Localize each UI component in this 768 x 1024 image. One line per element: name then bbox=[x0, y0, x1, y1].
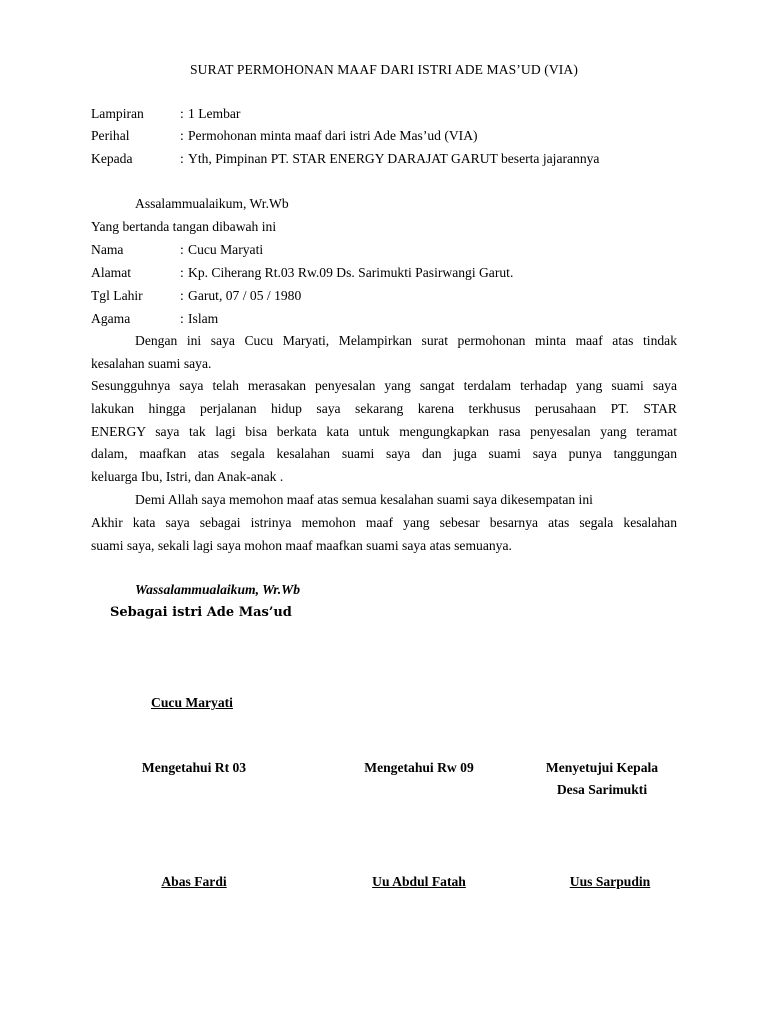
paragraph-1 bbox=[91, 330, 677, 376]
paragraph-4-line-2: suami saya, sekali lagi saya mohon maaf maafkan suami saya atas semuanya. bbox=[91, 537, 512, 553]
field-label: Kepada bbox=[91, 151, 133, 166]
greeting: Assalammualaikum, Wr.Wb bbox=[135, 196, 289, 211]
paragraph-2-line-2: lakukan hingga perjalanan hidup saya sekarang karena terkhusus perusahaan PT. STAR bbox=[91, 400, 677, 416]
field-label: Nama bbox=[91, 242, 124, 257]
paragraph-1-line-2: kesalahan suami saya. bbox=[91, 355, 212, 371]
paragraph-4 bbox=[91, 512, 677, 558]
field-value: Garut, 07 / 05 / 1980 bbox=[188, 288, 302, 303]
witness-kades-title-1: Menyetujui Kepala bbox=[545, 760, 659, 775]
closing-salutation: Wassalammualaikum, Wr.Wb bbox=[135, 582, 301, 597]
witness-rt-name: Abas Fardi bbox=[161, 874, 227, 889]
witness-kades-title-2: Desa Sarimukti bbox=[556, 782, 648, 797]
paragraph-3-text: Demi Allah saya memohon maaf atas semua kesalahan suami saya dikesempatan ini bbox=[135, 492, 593, 507]
field-kepada: Kepada : Yth, Pimpinan PT. STAR ENERGY DARAJAT GARUT beserta jajarannya bbox=[91, 151, 600, 166]
identity-agama: Agama : Islam bbox=[91, 311, 219, 326]
paragraph-4-line-1: Akhir kata saya sebagai istrinya memohon maaf yang sebesar besarnya atas segala kesalahan bbox=[91, 515, 677, 530]
field-lampiran: Lampiran : 1 Lembar bbox=[91, 106, 241, 121]
field-perihal: Perihal : Permohonan minta maaf dari istri Ade Mas’ud (VIA) bbox=[91, 128, 478, 143]
paragraph-1-line-1: Dengan ini saya Cucu Maryati, Melampirkan surat permohonan minta maaf atas tindak bbox=[135, 333, 677, 348]
field-value: Islam bbox=[188, 311, 219, 326]
paragraph-2-line-3: ENERGY saya tak lagi bisa berkata kata untuk mengungkapkan rasa penyesalan yang teramat bbox=[91, 423, 677, 439]
field-value: Cucu Maryati bbox=[188, 242, 264, 257]
field-label: Alamat bbox=[91, 265, 132, 280]
paragraph-2-line-4: dalam, maafkan atas segala kesalahan suami saya dan juga suami saya punya tanggungan bbox=[91, 446, 677, 462]
signer-name: Cucu Maryati bbox=[151, 695, 233, 710]
wife-of-line: Sebagai istri Ade Mas’ud bbox=[110, 605, 292, 620]
witness-kades-name: Uus Sarpudin bbox=[569, 874, 651, 889]
field-value: Yth, Pimpinan PT. STAR ENERGY DARAJAT GARUT beserta jajarannya bbox=[188, 151, 600, 166]
witness-rw-name: Uu Abdul Fatah bbox=[372, 874, 466, 889]
field-label: Tgl Lahir bbox=[91, 288, 143, 303]
field-value: Kp. Ciherang Rt.03 Rw.09 Ds. Sarimukti Pasirwangi Garut. bbox=[188, 265, 514, 280]
paragraph-3 bbox=[91, 489, 677, 512]
paragraph-2 bbox=[91, 375, 677, 489]
witness-rt-title: Mengetahui Rt 03 bbox=[141, 760, 247, 775]
identity-alamat: Alamat : Kp. Ciherang Rt.03 Rw.09 Ds. Sarimukti Pasirwangi Garut. bbox=[91, 265, 514, 280]
field-value: Permohonan minta maaf dari istri Ade Mas’ud (VIA) bbox=[188, 128, 478, 143]
field-label: Lampiran bbox=[91, 106, 144, 121]
witness-rw-title: Mengetahui Rw 09 bbox=[364, 760, 474, 775]
letter-title: SURAT PERMOHONAN MAAF DARI ISTRI ADE MAS’UD (VIA) bbox=[190, 62, 578, 77]
field-label: Agama bbox=[91, 311, 131, 326]
intro-line: Yang bertanda tangan dibawah ini bbox=[91, 219, 277, 234]
field-value: 1 Lembar bbox=[188, 106, 241, 121]
paragraph-2-line-1: Sesungguhnya saya telah merasakan penyesalan yang sangat terdalam terhadap yang suami saya bbox=[91, 378, 677, 393]
identity-nama: Nama : Cucu Maryati bbox=[91, 242, 264, 257]
field-label: Perihal bbox=[91, 128, 130, 143]
paragraph-2-line-5: keluarga Ibu, Istri, dan Anak-anak . bbox=[91, 469, 284, 485]
identity-tgl-lahir: Tgl Lahir : Garut, 07 / 05 / 1980 bbox=[91, 288, 302, 303]
